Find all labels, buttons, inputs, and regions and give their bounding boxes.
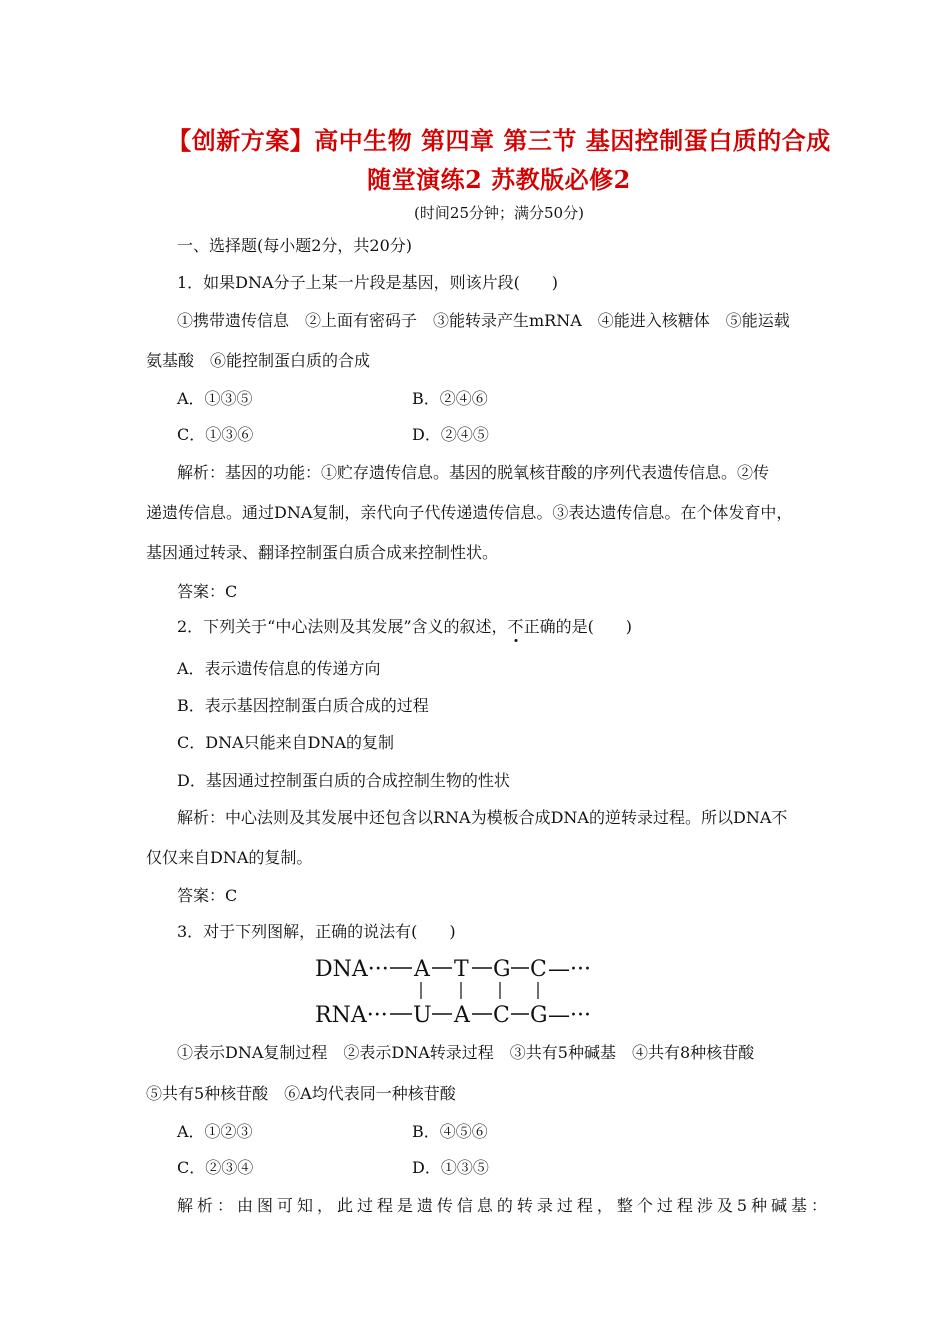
dna-label: DNA···: [315, 957, 389, 982]
q2-stem-emphasis: 不: [507, 617, 524, 636]
q3-items-line2: ⑤共有5种核苷酸 ⑥A均代表同一种核苷酸: [146, 1084, 456, 1103]
rna-label: RNA···: [315, 1003, 388, 1028]
q1-option-b: B．②④⑥: [412, 389, 488, 408]
q1-option-c: C．①③⑥: [177, 425, 254, 444]
doc-subtitle: (时间25分钟；满分50分): [414, 204, 584, 222]
diagram-row-rna: [315, 1003, 591, 1028]
q1-stem: 1．如果DNA分子上某一片段是基因，则该片段( ): [177, 273, 559, 292]
q1-option-d: D．②④⑤: [412, 425, 489, 444]
dna-base-4: C: [530, 957, 547, 982]
q3-transcription-diagram: [310, 952, 610, 1032]
rna-tail: —···: [548, 1003, 591, 1028]
q2-stem-pre: 2．下列关于“中心法则及其发展”含义的叙述，: [177, 617, 508, 636]
q2-option-d: D．基因通过控制蛋白质的合成控制生物的性状: [177, 771, 510, 790]
dna-base-3: G: [493, 957, 511, 982]
diagram-row-dna: [315, 957, 591, 982]
q3-items-line1: ①表示DNA复制过程 ②表示DNA转录过程 ③共有5种碱基 ④共有8种核苷酸: [177, 1043, 755, 1062]
q1-option-a: A．①③⑤: [177, 389, 253, 408]
q1-analysis-line2: 递遗传信息。通过DNA复制，亲代向子代传递遗传信息。③表达遗传信息。在个体发育中，: [146, 503, 793, 522]
rna-base-4: G: [530, 1003, 548, 1028]
q2-answer: 答案：C: [177, 886, 238, 905]
q3-stem: 3．对于下列图解，正确的说法有( ): [177, 922, 456, 941]
q3-option-a: A．①②③: [177, 1122, 253, 1141]
diagram-pairing-lines: [421, 982, 538, 999]
rna-base-1: U: [413, 1003, 432, 1028]
q3-option-d: D．①③⑤: [412, 1158, 489, 1177]
rna-base-2: A: [454, 1003, 470, 1028]
q3-analysis-text: 解析：由图可知，此过程是遗传信息的转录过程，整个过程涉及5种碱基：: [177, 1196, 827, 1215]
q1-answer: 答案：C: [177, 582, 238, 601]
doc-title-line1: 【创新方案】高中生物 第四章 第三节 基因控制蛋白质的合成: [167, 126, 831, 155]
dna-base-1: A: [414, 957, 430, 982]
q2-option-c: C．DNA只能来自DNA的复制: [177, 733, 395, 752]
q1-analysis-line1: 解析：基因的功能：①贮存遗传信息。基因的脱氧核苷酸的序列代表遗传信息。②传: [177, 463, 770, 482]
rna-base-3: C: [493, 1003, 510, 1028]
doc-title-line2: 随堂演练2 苏教版必修2: [367, 165, 631, 194]
q3-option-c: C．②③④: [177, 1158, 254, 1177]
q2-option-a: A．表示遗传信息的传递方向: [177, 659, 381, 678]
q1-items-line2: 氨基酸 ⑥能控制蛋白质的合成: [146, 351, 371, 370]
q2-stem-post: 正确的是( ): [523, 617, 633, 636]
section-heading: 一、选择题(每小题2分，共20分): [177, 236, 413, 255]
q2-analysis-line1: 解析：中心法则及其发展中还包含以RNA为模板合成DNA的逆转录过程。所以DNA不: [177, 808, 788, 827]
q2-stem: [177, 617, 632, 637]
q3-analysis-line1: [177, 1196, 827, 1216]
dna-base-2: T: [454, 957, 469, 982]
q2-option-b: B．表示基因控制蛋白质合成的过程: [177, 696, 429, 715]
dna-tail: —···: [548, 957, 591, 982]
q1-items-line1: ①携带遗传信息 ②上面有密码子 ③能转录产生mRNA ④能进入核糖体 ⑤能运载: [177, 311, 790, 330]
q2-analysis-line2: 仅仅来自DNA的复制。: [146, 848, 313, 867]
q3-option-b: B．④⑤⑥: [412, 1122, 488, 1141]
q1-analysis-line3: 基因通过转录、翻译控制蛋白质合成来控制性状。: [146, 543, 499, 562]
